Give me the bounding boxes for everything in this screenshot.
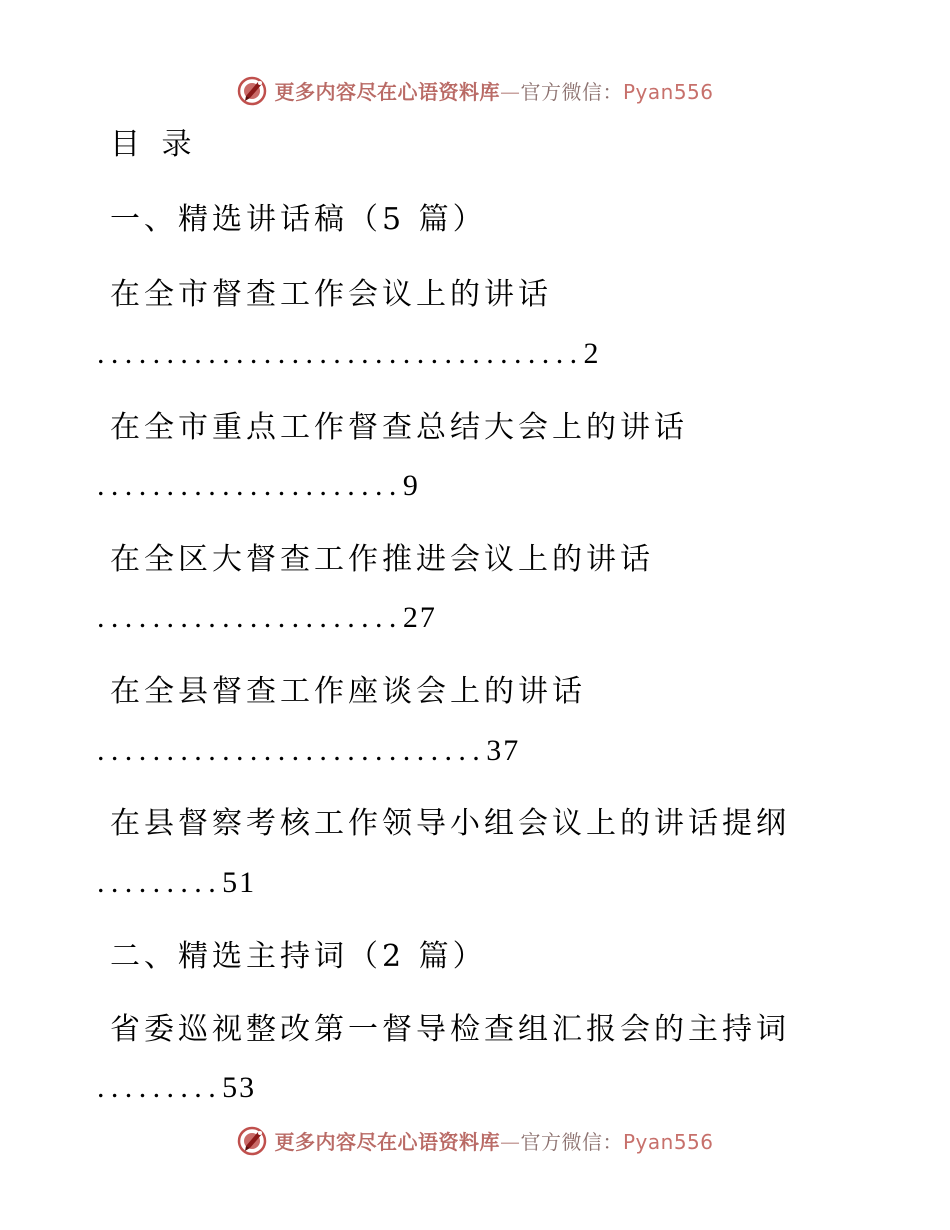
toc-entry-leader	[97, 598, 437, 638]
section-heading: 一、精选讲话稿（5 篇）	[110, 202, 487, 237]
watermark-wechat-label: 官方微信：	[520, 79, 623, 104]
watermark-site: 更多内容尽在心语资料库	[274, 1129, 500, 1154]
leader-dots: ............................	[97, 734, 487, 767]
page-number: 27	[402, 601, 437, 634]
leader-dots: .........	[97, 866, 223, 899]
section-heading: 二、精选主持词（2 篇）	[110, 939, 487, 974]
leader-dots: ...................................	[97, 337, 584, 370]
toc-entry-title: 在全县督查工作座谈会上的讲话	[110, 674, 586, 709]
toc-entry-title: 在全市督查工作会议上的讲话	[110, 277, 552, 312]
toc-entry-title: 在县督察考核工作领导小组会议上的讲话提纲	[110, 806, 790, 841]
watermark-wechat-id: Pyan556	[622, 1129, 714, 1154]
page-number: 53	[222, 1071, 257, 1104]
leader-dots: .........	[97, 1071, 223, 1104]
watermark-wechat-id: Pyan556	[622, 79, 714, 104]
watermark-text	[274, 76, 713, 105]
toc-entry-leader	[97, 466, 420, 506]
toc-entry-leader	[97, 1068, 256, 1108]
toc-entry-title: 在全市重点工作督查总结大会上的讲话	[110, 410, 688, 445]
watermark-site: 更多内容尽在心语资料库	[274, 79, 500, 104]
toc-entry-leader	[97, 334, 601, 374]
watermark-text	[274, 1126, 713, 1155]
pen-nib-logo-icon	[236, 1124, 268, 1156]
leader-dots: ......................	[97, 469, 403, 502]
toc-entry-title: 在全区大督查工作推进会议上的讲话	[110, 542, 654, 577]
watermark-separator: —	[499, 79, 521, 104]
pen-nib-logo-icon	[236, 74, 268, 106]
watermark-banner-top	[0, 70, 950, 110]
watermark-wechat-label: 官方微信：	[520, 1129, 623, 1154]
watermark-separator: —	[499, 1129, 521, 1154]
watermark-banner-bottom	[0, 1120, 950, 1160]
toc-title: 目 录	[110, 127, 198, 162]
page-number: 37	[486, 734, 521, 767]
page-number: 51	[222, 866, 257, 899]
leader-dots: ......................	[97, 601, 403, 634]
page-number: 9	[402, 469, 420, 502]
toc-entry-title: 省委巡视整改第一督导检查组汇报会的主持词	[110, 1012, 790, 1047]
toc-entry-leader	[97, 731, 520, 771]
toc-entry-leader	[97, 863, 256, 903]
page-number: 2	[583, 337, 601, 370]
